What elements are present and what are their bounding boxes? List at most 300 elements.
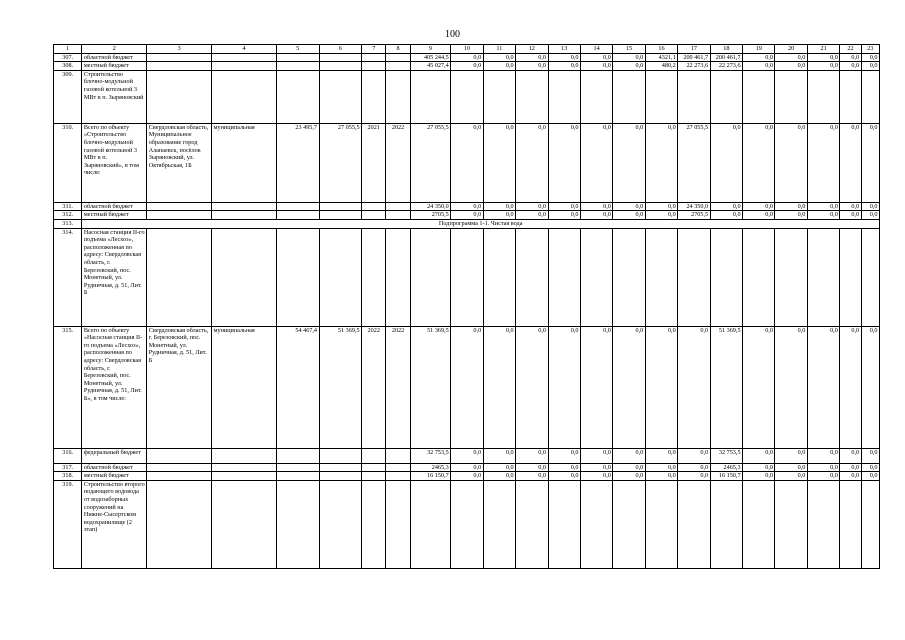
- table-cell: [580, 480, 612, 568]
- table-cell: муниципальная: [212, 123, 277, 202]
- row-number: 307.: [54, 53, 82, 62]
- table-row: [54, 53, 880, 62]
- table-cell: муниципальная: [212, 326, 277, 448]
- table-cell: 0,0: [775, 326, 807, 448]
- table-cell: 0,0: [807, 326, 839, 448]
- row-number: 319.: [54, 480, 82, 568]
- table-cell: [362, 211, 386, 220]
- table-cell: [319, 463, 362, 472]
- row-number: 308.: [54, 62, 82, 71]
- table-cell: 0,0: [743, 62, 775, 71]
- table-cell: 0,0: [451, 448, 483, 463]
- table-cell: [212, 228, 277, 326]
- table-cell: [613, 480, 645, 568]
- table-cell: [410, 480, 451, 568]
- column-number: 18: [710, 45, 742, 54]
- table-cell: [386, 448, 410, 463]
- table-cell: 0,0: [775, 472, 807, 481]
- table-cell: 0,0: [548, 211, 580, 220]
- table-cell: 0,0: [861, 211, 879, 220]
- table-cell: 0,0: [548, 326, 580, 448]
- table-cell: [861, 480, 879, 568]
- table-cell: [548, 70, 580, 123]
- table-cell: [743, 70, 775, 123]
- table-cell: [276, 448, 319, 463]
- column-number: 22: [840, 45, 861, 54]
- table-cell: [861, 228, 879, 326]
- table-cell: 0,0: [516, 123, 548, 202]
- table-cell: 0,0: [775, 202, 807, 211]
- table-cell: [743, 480, 775, 568]
- table-row: [54, 62, 880, 71]
- table-cell: [516, 70, 548, 123]
- table-cell: 0,0: [613, 211, 645, 220]
- table-cell: 32 753,5: [410, 448, 451, 463]
- table-cell: 27 055,5: [319, 123, 362, 202]
- table-cell: 0,0: [807, 53, 839, 62]
- table-cell: 2465,3: [710, 463, 742, 472]
- table-cell: 0,0: [743, 472, 775, 481]
- table-cell: 0,0: [516, 326, 548, 448]
- table-cell: [362, 480, 386, 568]
- table-cell: 0,0: [840, 448, 861, 463]
- table-cell: [516, 228, 548, 326]
- table-cell: 0,0: [861, 463, 879, 472]
- table-cell: местный бюджет: [82, 62, 147, 71]
- table-cell: [386, 228, 410, 326]
- table-cell: 0,0: [548, 123, 580, 202]
- table-cell: [775, 480, 807, 568]
- table-cell: 0,0: [840, 211, 861, 220]
- table-cell: 0,0: [807, 472, 839, 481]
- row-number: 313.: [54, 219, 82, 228]
- table-cell: [362, 70, 386, 123]
- table-cell: 0,0: [580, 463, 612, 472]
- table-cell: [483, 480, 515, 568]
- table-cell: Всего по объекту «Строительство блочно-модульной газовой котельной 3 МВт в п. Зыряновский», в том числе:: [82, 123, 147, 202]
- table-cell: 0,0: [678, 448, 710, 463]
- column-number: 8: [386, 45, 410, 54]
- table-cell: 200 461,7: [678, 53, 710, 62]
- table-cell: 0,0: [483, 463, 515, 472]
- table-cell: 0,0: [775, 211, 807, 220]
- table-cell: 480,2: [645, 62, 677, 71]
- table-cell: 0,0: [678, 326, 710, 448]
- table-cell: местный бюджет: [82, 472, 147, 481]
- table-cell: Свердловская область, г. Березовский, пос. Монетный, ул. Рудничная, д. 51, Лит. Б: [147, 326, 212, 448]
- table-cell: 0,0: [807, 211, 839, 220]
- table-cell: [362, 463, 386, 472]
- table-cell: 0,0: [775, 463, 807, 472]
- table-cell: 0,0: [483, 62, 515, 71]
- table-cell: [645, 70, 677, 123]
- subprogram-title: Подпрограмма 1-1. Чистая вода: [82, 219, 880, 228]
- table-cell: [147, 472, 212, 481]
- table-cell: областной бюджет: [82, 202, 147, 211]
- table-cell: 0,0: [451, 211, 483, 220]
- table-cell: [147, 448, 212, 463]
- table-cell: 0,0: [807, 463, 839, 472]
- table-cell: [483, 70, 515, 123]
- table-cell: [386, 70, 410, 123]
- column-number: 5: [276, 45, 319, 54]
- table-cell: 0,0: [775, 123, 807, 202]
- table-cell: 16 150,7: [710, 472, 742, 481]
- table-cell: 0,0: [710, 123, 742, 202]
- table-cell: 0,0: [613, 123, 645, 202]
- column-number: 14: [580, 45, 612, 54]
- row-number: 314.: [54, 228, 82, 326]
- column-number: 11: [483, 45, 515, 54]
- table-cell: областной бюджет: [82, 463, 147, 472]
- page-number: 100: [445, 29, 460, 40]
- table-cell: 0,0: [613, 62, 645, 71]
- table-cell: 54 467,4: [276, 326, 319, 448]
- row-number: 316.: [54, 448, 82, 463]
- table-cell: 0,0: [451, 123, 483, 202]
- row-number: 317.: [54, 463, 82, 472]
- table-cell: [613, 70, 645, 123]
- table-cell: [212, 53, 277, 62]
- table-cell: [212, 62, 277, 71]
- table-cell: [212, 202, 277, 211]
- table-cell: [276, 53, 319, 62]
- table-cell: [212, 480, 277, 568]
- table-cell: 0,0: [613, 472, 645, 481]
- table-cell: [212, 211, 277, 220]
- table-cell: 0,0: [840, 62, 861, 71]
- table-cell: [147, 70, 212, 123]
- table-cell: [276, 480, 319, 568]
- column-number: 9: [410, 45, 451, 54]
- table-cell: 0,0: [743, 202, 775, 211]
- table-row: [54, 202, 880, 211]
- table-cell: [319, 448, 362, 463]
- table-cell: [319, 211, 362, 220]
- table-cell: 0,0: [861, 123, 879, 202]
- table-cell: 0,0: [645, 448, 677, 463]
- table-cell: 0,0: [451, 472, 483, 481]
- table-row: [54, 219, 880, 228]
- table-row: [54, 472, 880, 481]
- table-cell: [840, 70, 861, 123]
- table-cell: [319, 202, 362, 211]
- table-cell: 0,0: [516, 472, 548, 481]
- table-cell: 0,0: [710, 211, 742, 220]
- table-cell: 0,0: [678, 472, 710, 481]
- table-row: [54, 211, 880, 220]
- table-cell: 2465,3: [410, 463, 451, 472]
- column-number: 12: [516, 45, 548, 54]
- table-cell: 0,0: [483, 202, 515, 211]
- table-cell: 0,0: [516, 62, 548, 71]
- table-cell: 0,0: [840, 53, 861, 62]
- table-cell: 0,0: [861, 62, 879, 71]
- table-cell: 0,0: [516, 463, 548, 472]
- table-cell: 0,0: [645, 123, 677, 202]
- table-cell: [386, 463, 410, 472]
- table-cell: 0,0: [775, 53, 807, 62]
- table-cell: 0,0: [861, 53, 879, 62]
- table-cell: [861, 70, 879, 123]
- table-cell: [678, 480, 710, 568]
- table-cell: [410, 228, 451, 326]
- table-cell: 0,0: [807, 448, 839, 463]
- table-cell: 0,0: [743, 211, 775, 220]
- table-cell: 0,0: [743, 53, 775, 62]
- table-cell: 2021: [362, 123, 386, 202]
- table-cell: 4321,1: [645, 53, 677, 62]
- table-cell: 2022: [386, 123, 410, 202]
- table-cell: 200 461,7: [710, 53, 742, 62]
- table-cell: [362, 472, 386, 481]
- table-cell: 51 369,5: [410, 326, 451, 448]
- table-cell: 51 369,5: [710, 326, 742, 448]
- table-cell: 0,0: [580, 211, 612, 220]
- table-cell: 0,0: [451, 202, 483, 211]
- table-cell: 51 369,5: [319, 326, 362, 448]
- table-cell: 0,0: [548, 53, 580, 62]
- table-cell: [276, 463, 319, 472]
- table-cell: 0,0: [483, 326, 515, 448]
- table-cell: областной бюджет: [82, 53, 147, 62]
- table-cell: [362, 448, 386, 463]
- table-cell: 0,0: [807, 202, 839, 211]
- table-row: [54, 448, 880, 463]
- table-cell: [362, 202, 386, 211]
- table-cell: [410, 70, 451, 123]
- column-number: 2: [82, 45, 147, 54]
- column-number: 21: [807, 45, 839, 54]
- table-cell: [276, 62, 319, 71]
- table-cell: [678, 228, 710, 326]
- table-row: [54, 228, 880, 326]
- column-number: 6: [319, 45, 362, 54]
- table-cell: 0,0: [678, 463, 710, 472]
- table-cell: 0,0: [807, 123, 839, 202]
- table-cell: [840, 480, 861, 568]
- table-cell: 0,0: [451, 463, 483, 472]
- table-cell: федеральный бюджет: [82, 448, 147, 463]
- table-cell: 0,0: [840, 202, 861, 211]
- table-cell: 0,0: [580, 448, 612, 463]
- table-cell: [548, 480, 580, 568]
- table-cell: 0,0: [861, 472, 879, 481]
- table-cell: [807, 70, 839, 123]
- column-number: 20: [775, 45, 807, 54]
- table-cell: Строительство блочно-модульной газовой котельной 3 МВт в п. Зыряновский: [82, 70, 147, 123]
- table-cell: [580, 70, 612, 123]
- table-cell: [386, 472, 410, 481]
- row-number: 318.: [54, 472, 82, 481]
- table-row: [54, 70, 880, 123]
- table-cell: 0,0: [743, 326, 775, 448]
- table-cell: [807, 228, 839, 326]
- budget-table: [53, 44, 880, 569]
- table-cell: 0,0: [840, 472, 861, 481]
- table-cell: [276, 202, 319, 211]
- table-cell: [386, 202, 410, 211]
- table-cell: [710, 228, 742, 326]
- column-number: 16: [645, 45, 677, 54]
- table-cell: 0,0: [580, 472, 612, 481]
- column-number: 13: [548, 45, 580, 54]
- column-number: 19: [743, 45, 775, 54]
- table-cell: [386, 53, 410, 62]
- table-cell: 0,0: [743, 123, 775, 202]
- table-cell: [276, 70, 319, 123]
- table-cell: 0,0: [483, 448, 515, 463]
- table-cell: 0,0: [840, 463, 861, 472]
- table-cell: [386, 211, 410, 220]
- table-cell: 0,0: [645, 472, 677, 481]
- table-cell: 0,0: [775, 62, 807, 71]
- table-cell: 0,0: [548, 202, 580, 211]
- table-cell: [710, 480, 742, 568]
- table-cell: 0,0: [483, 123, 515, 202]
- table-cell: Строительство второго подающего водовода от водозаборных сооружений на Нижне-Сысертском водохранилище (2 этап): [82, 480, 147, 568]
- table-row: [54, 326, 880, 448]
- table-cell: 0,0: [861, 448, 879, 463]
- column-number: 7: [362, 45, 386, 54]
- table-cell: [147, 228, 212, 326]
- table-cell: 0,0: [613, 202, 645, 211]
- table-cell: 0,0: [516, 211, 548, 220]
- table-cell: [276, 228, 319, 326]
- table-cell: [678, 70, 710, 123]
- table-cell: 27 055,5: [678, 123, 710, 202]
- table-cell: [319, 62, 362, 71]
- table-cell: [613, 228, 645, 326]
- column-number: 17: [678, 45, 710, 54]
- table-cell: 0,0: [548, 62, 580, 71]
- table-cell: 2022: [386, 326, 410, 448]
- table-cell: 0,0: [645, 202, 677, 211]
- column-number-row: [54, 45, 880, 54]
- column-number: 15: [613, 45, 645, 54]
- table-cell: 0,0: [743, 463, 775, 472]
- table-cell: [147, 53, 212, 62]
- table-cell: [743, 228, 775, 326]
- table-cell: 0,0: [483, 53, 515, 62]
- table-cell: [362, 228, 386, 326]
- table-cell: 0,0: [861, 202, 879, 211]
- column-number: 10: [451, 45, 483, 54]
- table-cell: [319, 228, 362, 326]
- table-cell: [451, 70, 483, 123]
- table-cell: 0,0: [580, 123, 612, 202]
- table-cell: [710, 70, 742, 123]
- table-cell: [548, 228, 580, 326]
- table-cell: 0,0: [861, 326, 879, 448]
- table-cell: [147, 480, 212, 568]
- column-number: 3: [147, 45, 212, 54]
- table-cell: 0,0: [516, 448, 548, 463]
- table-cell: 0,0: [743, 448, 775, 463]
- table-cell: [516, 480, 548, 568]
- table-cell: 22 273,6: [710, 62, 742, 71]
- table-cell: [451, 480, 483, 568]
- table-cell: 0,0: [483, 472, 515, 481]
- table-cell: [807, 480, 839, 568]
- table-cell: Всего по объекту «Насосная станция II-го подъема «Лесхоз», расположенная по адресу: Свердловская область, г. Березовский, пос. Монетный, ул. Рудничная, д. 51, Лит. Б», в том числе:: [82, 326, 147, 448]
- table-cell: Насосная станция II-го подъема «Лесхоз», расположенная по адресу: Свердловская область, г. Березовский, пос. Монетный, ул. Рудничная, д. 51, Лит. Б: [82, 228, 147, 326]
- table-cell: 0,0: [613, 53, 645, 62]
- table-cell: 0,0: [613, 463, 645, 472]
- table-cell: [276, 472, 319, 481]
- table-cell: 405 244,5: [410, 53, 451, 62]
- table-cell: 0,0: [516, 53, 548, 62]
- table-cell: [212, 448, 277, 463]
- table-cell: [319, 472, 362, 481]
- table-cell: [147, 211, 212, 220]
- table-cell: 0,0: [580, 326, 612, 448]
- table-cell: 24 350,0: [410, 202, 451, 211]
- table-cell: [483, 228, 515, 326]
- table-cell: Свердловская область, Муниципальное образование город Алапаевск, посёлок Зыряновский, ул. Октябрьская, 1Б: [147, 123, 212, 202]
- table-cell: 0,0: [775, 448, 807, 463]
- table-cell: 0,0: [580, 62, 612, 71]
- table-cell: 0,0: [840, 326, 861, 448]
- table-cell: 0,0: [483, 211, 515, 220]
- table-cell: 45 027,4: [410, 62, 451, 71]
- table-cell: 27 055,5: [410, 123, 451, 202]
- table-cell: 0,0: [613, 448, 645, 463]
- table-cell: 0,0: [451, 62, 483, 71]
- table-cell: [840, 228, 861, 326]
- table-cell: 0,0: [645, 211, 677, 220]
- table-cell: 0,0: [451, 53, 483, 62]
- table-cell: [775, 228, 807, 326]
- table-cell: 0,0: [645, 463, 677, 472]
- table-cell: 0,0: [613, 326, 645, 448]
- table-cell: [147, 202, 212, 211]
- table-cell: 0,0: [580, 53, 612, 62]
- table-row: [54, 123, 880, 202]
- column-number: 4: [212, 45, 277, 54]
- table-cell: 0,0: [807, 62, 839, 71]
- row-number: 311.: [54, 202, 82, 211]
- table-cell: 0,0: [451, 326, 483, 448]
- table-cell: 24 350,0: [678, 202, 710, 211]
- table-row: [54, 463, 880, 472]
- row-number: 312.: [54, 211, 82, 220]
- table-cell: 23 495,7: [276, 123, 319, 202]
- table-cell: [580, 228, 612, 326]
- table-cell: [451, 228, 483, 326]
- table-cell: [362, 53, 386, 62]
- column-number: 23: [861, 45, 879, 54]
- table-cell: [147, 62, 212, 71]
- table-cell: [386, 62, 410, 71]
- table-cell: 0,0: [840, 123, 861, 202]
- table-cell: 16 150,7: [410, 472, 451, 481]
- column-number: 1: [54, 45, 82, 54]
- table-cell: [147, 463, 212, 472]
- table-cell: [212, 472, 277, 481]
- table-cell: [319, 70, 362, 123]
- table-cell: [362, 62, 386, 71]
- table-cell: [276, 211, 319, 220]
- row-number: 309.: [54, 70, 82, 123]
- table-cell: [645, 228, 677, 326]
- table-cell: 32 753,5: [710, 448, 742, 463]
- table-cell: 22 273,6: [678, 62, 710, 71]
- table-cell: [319, 480, 362, 568]
- table-cell: 2705,5: [678, 211, 710, 220]
- table-cell: 0,0: [548, 448, 580, 463]
- table-cell: [212, 70, 277, 123]
